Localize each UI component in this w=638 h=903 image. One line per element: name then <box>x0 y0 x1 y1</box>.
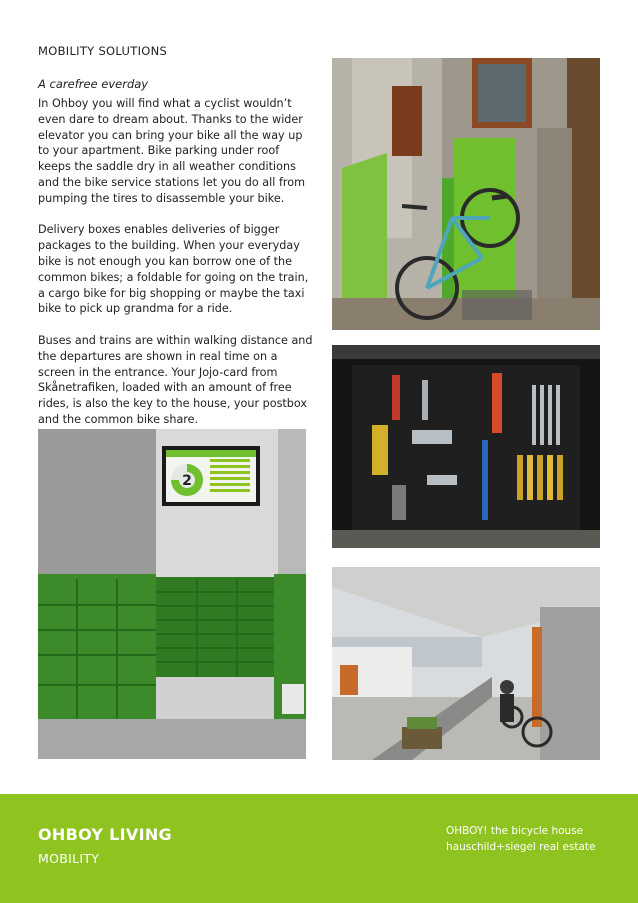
paragraph-transit: Buses and trains are within walking distance and the departures are shown in real time on a screen in the entrance. Your Jojo-card from Skånetrafiken, loaded with an amount of free rides, is also the key to the house, your postbox and the common bike share. <box>38 333 313 426</box>
section-title: MOBILITY SOLUTIONS <box>38 44 168 58</box>
footer-subtitle: MOBILITY <box>38 851 100 866</box>
footer-brand-line: OHBOY! the bicycle house <box>446 825 584 837</box>
tool-wall-photo <box>332 345 600 548</box>
body-text <box>38 96 313 444</box>
bike-service-station-photo <box>332 58 600 330</box>
footer-company-line: hauschild+siegel real estate <box>446 841 596 853</box>
balcony-bikes-photo <box>332 567 600 760</box>
paragraph-delivery: Delivery boxes enables deliveries of bigger packages to the building. When your everyday bike is not enough you kan borrow one of the common bikes; a foldable for going on the train, a cargo bike for big shopping or maybe the taxi bike to pick up grandma for a ride. <box>38 223 309 316</box>
screen-number: 2 <box>182 473 192 489</box>
mailbox-entrance-photo <box>38 429 306 759</box>
paragraph-bikes: In Ohboy you will find what a cyclist wouldn’t even dare to dream about. Thanks to the wider elevator you can bring your bike all the way up to your apartment. Bike parking under roof keeps the saddle dry in all weather conditions and the bike service stations let you do all from pumping the tires to disassemble your bike. <box>38 97 305 205</box>
footer-title: OHBOY LIVING <box>38 825 172 844</box>
subtitle: A carefree everday <box>38 77 149 91</box>
